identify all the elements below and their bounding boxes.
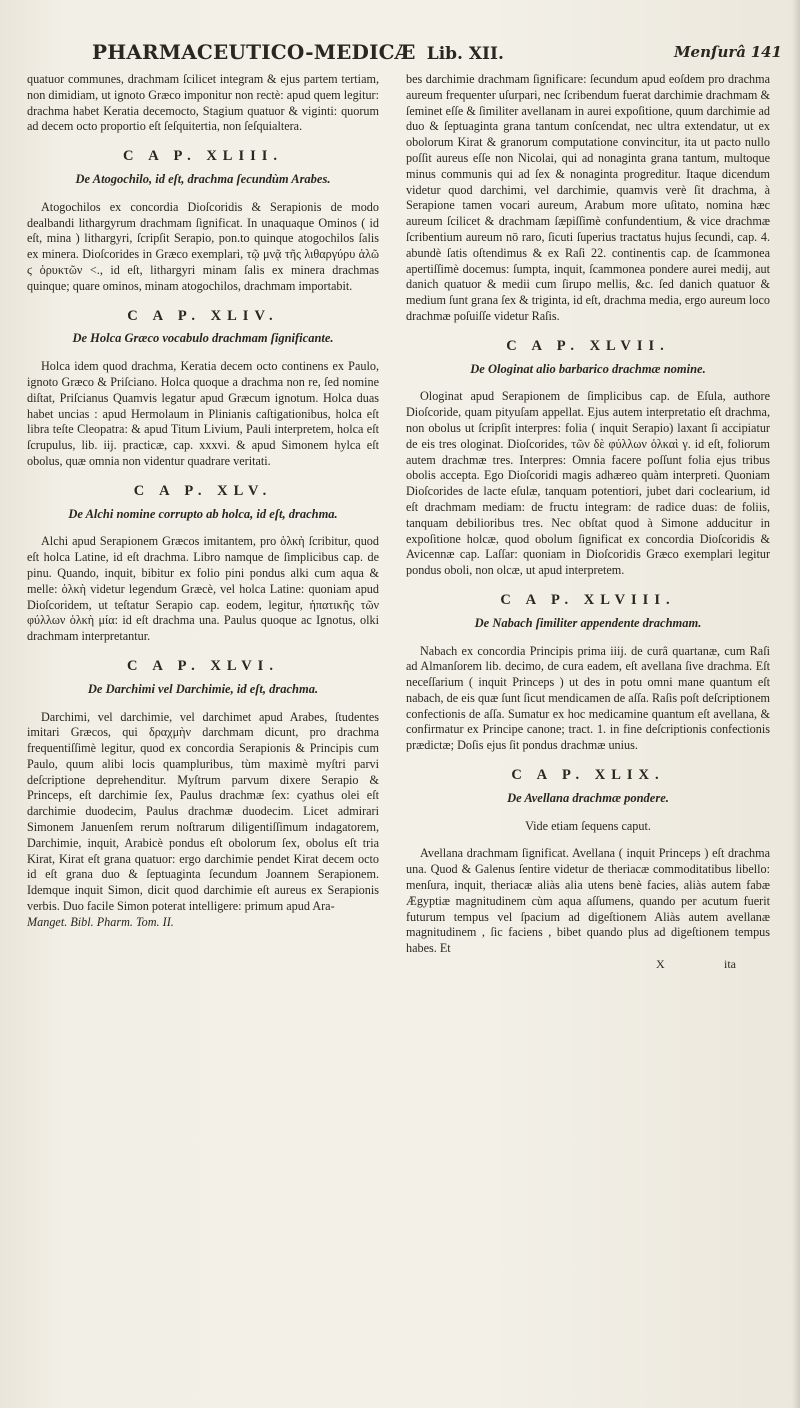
paragraph: Alchi apud Serapionem Græcos imitantem, pro ὁλκὴ ſcribitur, quod eſt holca Latine, id eſt drachma. Libro namque de ſimplicibus cap. de pinu. Quando, inquit, bibitur ex folio pini pondus alki cum aqua & melle: ὁλκὴ videtur legendum Græcè, vel holca Latine: quoniam apud Dioſcoridem, ut teſtatur Serapio cap. eodem, legitur, ἡπατικῆς τῶν φύλλων ὁλκὴ μία: id eſt drachma una. Paulus quoque ac Ignotus, olki drachmam interpretantur. xyxy=(27,534,379,644)
chapter-heading: C A P. XLVIII. xyxy=(500,591,676,608)
cross-reference: Vide etiam ſequens caput. xyxy=(525,818,651,833)
paragraph: Avellana drachmam ſignificat. Avellana ( inquit Princeps ) eſt drachma una. Quod & Galenus ſentire videtur de theriacæ commoditatibus libello: menſura, inquit, theriacæ aliàs alia utens benè facies, aliàs autem fabæ Ægyptiæ magnitudinem cùm aqua aſſumens, quando per acutum fuerit futurum tempus vel ſpacium ad digeſtionem Aliàs autem avellanæ magnitudinem , ſic faciens , bibet quando plus ad digeſtionem tempus habes. Et xyxy=(406,846,770,956)
chapter-title: De Avellana drachmæ pondere. xyxy=(507,790,669,805)
running-head-title: PHARMACEUTICO-MEDICÆ xyxy=(92,40,416,64)
paragraph: bes darchimie drachmam ſignificare: ſecundum apud eoſdem pro drachma aureum frequenter uſurpari, nec ſcribendum fuerat darchimie drachmam & ſeminet eſſe & ſimiliter avellanam in aurei expoſitione, quum darchimie ad duo & ſeptuaginta grana tantum conſcendat, nec ultra extendatur, ut ex obolorum Kirat & granorum computatione convincitur, ita ut pacto nullo poſſit aureus eſſe non Nicolai, qui ad nonaginta grana tantum, multoque minus communis qui ad ſex & nonaginta progreditur. Itaque dicendum videtur quod darchimi, vel darchimie, quamvis verè ſit drachma, à Serapione tamen vocari aureum, Arabum more uſitato, nomina hæc aureum ſcilicet & drachmam ſæpiſſimè confundentium, & vice drachmæ ſcribentium aureum nō raro, ſicuti ſuperius tractatus hujus ſecundi, cap. 4. abundè ſatis oſtendimus & ex Raſi 22. continentis cap. de ſcammonea apertiſſimè docemus: ſumpta, inquit, ſcammonea pondere aurei medij, aut danich quatuor & medii cum ſirupo mellis, &c. ſed danich quatuor & medium ſunt grana ſex & triginta, id eſt, drachma media, ergo aureum loco drachmæ poſuiſſe videtur Raſis. xyxy=(406,72,770,323)
chapter-heading: C A P. XLVII. xyxy=(506,337,670,354)
chapter-title: De Nabach ſimiliter appendente drachmam. xyxy=(474,615,702,630)
chapter-heading: C A P. XLV. xyxy=(133,482,273,499)
chapter-title: De Atogochilo, id eſt, drachma ſecundùm Arabes. xyxy=(75,171,331,186)
paragraph: Darchimi, vel darchimie, vel darchimet apud Arabes, ſtudentes imitari Græcos, qui δραχμὴν darchmam dicunt, pro drachma frequentiſſimè legitur, quod ex concordia Serapionis & Principis cum Paulo, quum alibi locis quampluribus, tùm maximè myſtri parvi deſcriptione deprehenditur. Myſtrum parvum dixere Serapio & Princeps, eſt darchimie ſex, Paulus drachmæ ſex: cyathus olei eſt darchimie duodecim, Paulus drachmæ duodecim. Licet admirari Simonem Januenſem rerum noſtrarum diligentiſſimum indagatorem, Darchimie, inquit, Arabicè pondus eſt obolorum ſex, obolus eſt tria Kirat, Kirat eſt grana quatuor: ergo darchimie pendet Kirat decem octo id eſt grana duo & ſeptuaginta ſecundum Joannem Serapionem. Idemque inquit Simon, dicit quod darchimie eſt aureus ex Serapionis verbis. Duo facile Simon poterat intelligere: primum apud Ara- xyxy=(27,709,379,914)
chapter-title: De Darchimi vel Darchimie, id eſt, drachma. xyxy=(87,681,319,696)
page-number: 141 xyxy=(750,43,782,61)
chapter-heading: C A P. XLVI. xyxy=(127,657,279,674)
paragraph: Atogochilos ex concordia Dioſcoridis & Serapionis de modo dealbandi lithargyrum drachmam ſignificat. In unaquaque Ominos ( id eſt, mina ) lithargyri, ſcripſit Serapio, pon.to quinque atogochilos ſalis ex minera. Dioſcorides in Græco exemplari, τῷ μνᾷ τῆς λιθαργύρυ ἁλῶ ϛ ὀρυκτῶν <., id eſt, lithargyri minam ſalis ex minera drachmas quinque; quare ominos, minam atogochilos, drachmam importabit. xyxy=(27,199,379,293)
running-head-book: Lib. XII. xyxy=(426,44,504,64)
signature-mark: X xyxy=(656,957,665,972)
footer-reference: Manget. Bibl. Pharm. Tom. II. xyxy=(27,914,174,929)
chapter-title: De Holca Græco vocabulo drachmam ſignificante. xyxy=(72,331,334,346)
paragraph: Nabach ex concordia Principis prima iiij. de curâ quartanæ, cum Raſi ad Almanſorem lib. decimo, de cura eadem, eſt avellana ſive drachma. Eſt neceſſarium ( inquit Princeps ) ut des in potu omni mane quantum eſt nabach, de eis quæ ſunt ſicut mendicamen de aſſa. Raſis poſt deſcriptionem confectionis de aſſa. Sumatur ex hoc medicamine quantum eſt avellana, & confirmatur ex Principe canone; tract. 1. in fine deſcriptionis confectionis prædictæ; Doſis ejus ſit pondus drachmæ unius. xyxy=(406,643,770,753)
paragraph: Ologinat apud Serapionem de ſimplicibus cap. de Eſula, authore Dioſcoride, quam pityuſam appellat. Ejus autem interpretatio eſt drachma, non obolus ut ſcripſit interpres: folia ( inquit Serapio) laxant ſi accipiatur de eis tres ologinat. Dioſcorides, τῶν δὲ φύλλων ὁλκαὶ γ. id eſt, foliorum autem drachmæ tres. Interpres: Omnia facere poſſunt folia ejus tribus obolis accepta. Ego Dioſcoridi magis adhæreo quàm interpreti. Quoniam Dioſcorides de lacte eſulæ, tanquam potentiori, jubet dari coclearium, id eſt drachmam mediam: de fructu integram: de radice duas: de foliis, tanquam debilioribus tres. Nec obſtat quod à Simone adducitur in expoſitione holcæ, quod obolum ſignificat ex concordia Dioſcoridis & Avicennæ cap. Laſſar: quoniam in Dioſcoridis Græco exemplari legitur pondus oboli, non olcæ, ut apud interpretem. xyxy=(406,389,770,578)
left-column xyxy=(27,72,379,931)
chapter-heading: C A P. XLIV. xyxy=(127,307,279,324)
chapter-heading: C A P. XLIII. xyxy=(122,148,284,165)
right-column xyxy=(406,72,770,972)
paragraph: Holca idem quod drachma, Keratia decem octo continens ex Paulo, ignoto Græco & Priſciano. Holca quoque a drachma non re, ſed nomine diſtat, Priſcianus Quamvis legatur apud Græcum ignotum. Holca duas habet uncias : apud Hermolaum in Plinianis caſtigationibus, holca eſt libra teſte Cleopatra: & apud Titum Livium, Pauli interpretem, holca eſt ſcrupulus, lib. iij. practicæ, cap. xxxvi. & apud Simonem hylca eſt obolus, quæ omnia non videntur quadrare veritati. xyxy=(27,359,379,468)
chapter-heading: C A P. XLIX. xyxy=(511,767,665,784)
chapter-title: De Ologinat alio barbarico drachmæ nomine. xyxy=(470,361,706,376)
running-head xyxy=(92,40,786,70)
chapter-title: De Alchi nomine corrupto ab holca, id eſt, drachma. xyxy=(68,506,338,521)
catchword: ita xyxy=(724,957,736,972)
paragraph: quatuor communes, drachmam ſcilicet integram & ejus partem tertiam, non dimidiam, ut ignoto Græco imponitur non rectè: apud quem legitur: drachma habet Keratia decemocto, Stagium quatuor & viginti: quorum ad decem octo proportio eſt ſeſquitertia, non ſeſquialtera. xyxy=(27,72,379,134)
running-head-section: Menſurâ xyxy=(673,43,746,61)
